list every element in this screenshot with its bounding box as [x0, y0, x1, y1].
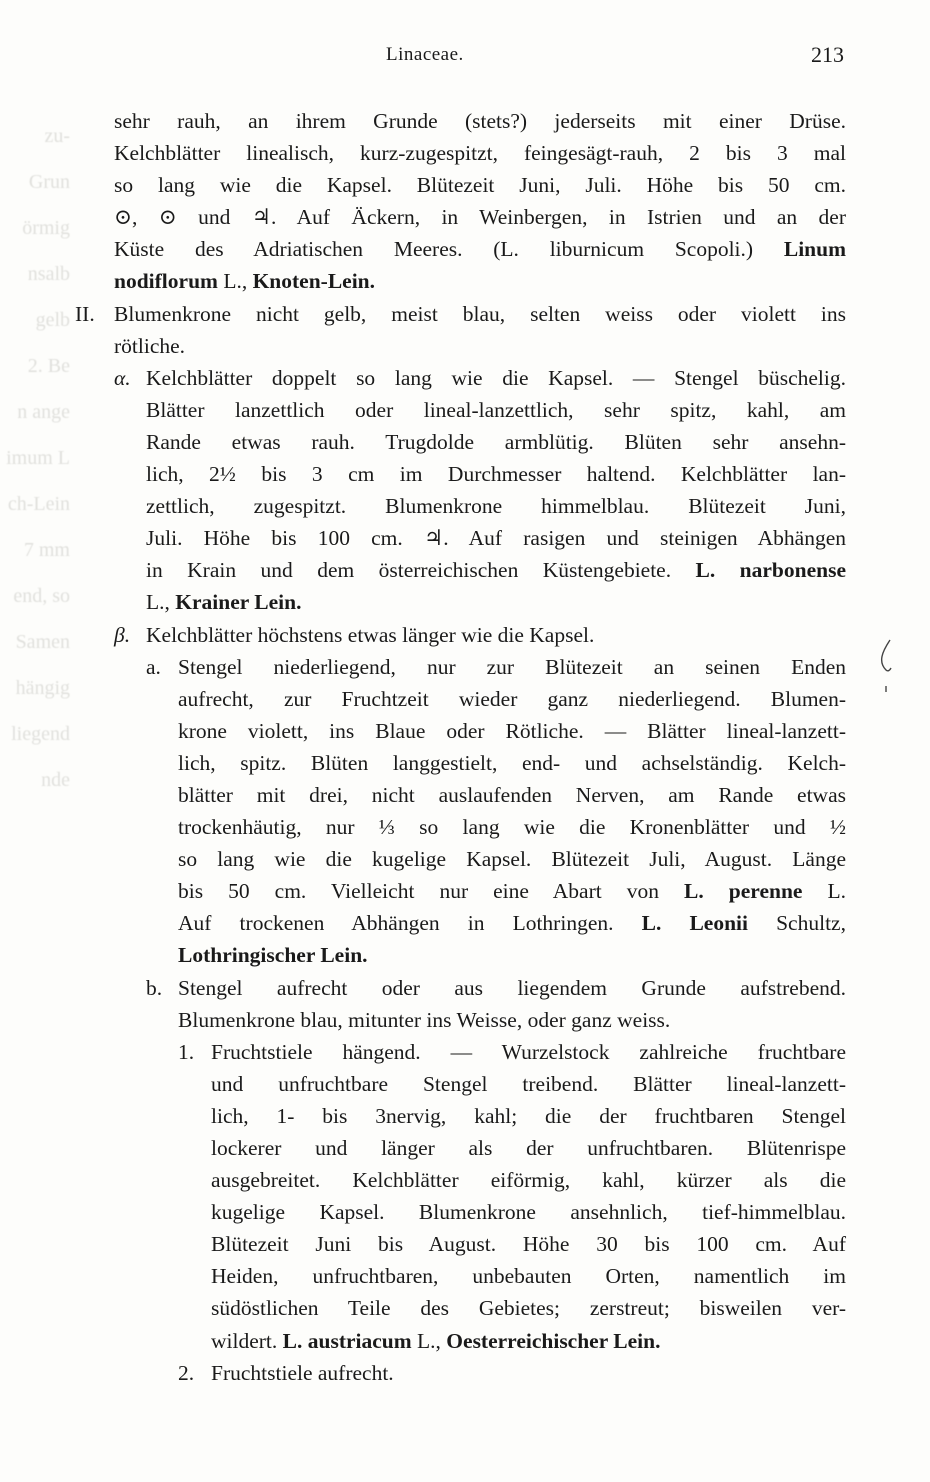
margin-pencil-mark: [872, 632, 902, 702]
text-segment: ausgebreitet. Kelchblätter eiförmig, kahl, kürzer als die: [211, 1168, 846, 1193]
text-segment: Küste des Adriatischen Meeres. (L. liburnicum Scopoli.): [114, 237, 784, 262]
line-content: [211, 1292, 846, 1324]
line-content: [178, 907, 846, 939]
text-segment: Schultz,: [747, 911, 846, 936]
line-content: [211, 1100, 846, 1132]
line-content: [211, 1036, 846, 1068]
text-line-l01: [70, 105, 850, 137]
text-segment: Blumenkrone blau, mitunter ins Weisse, oder ganz weiss.: [178, 1007, 671, 1032]
line-content: [146, 522, 846, 554]
text-line-l15: [70, 554, 850, 586]
text-line-l34: [70, 1164, 850, 1196]
text-line-l20: [70, 715, 850, 747]
line-content: [211, 1357, 846, 1389]
bleed-line: Grun: [28, 171, 70, 193]
line-content: [146, 426, 846, 458]
text-segment: lich, 2½ bis 3 cm im Durchmesser haltend. Kelchblätter lan-: [146, 462, 846, 487]
text-segment: L.,: [217, 269, 253, 294]
text-segment: Kelchblätter linealisch, kurz-zugespitzt, feingesägt-rauh, 2 bis 3 mal: [114, 141, 846, 166]
text-segment: in Krain und dem österreichischen Küstengebiete.: [146, 558, 696, 583]
line-content: [114, 137, 846, 169]
text-segment: Fruchtstiele hängend. — Wurzelstock zahlreiche fruchtbare: [211, 1039, 846, 1064]
text-segment: zettlich, zugespitzt. Blumenkrone himmelblau. Blütezeit Juni,: [146, 494, 846, 519]
text-line-l10: [70, 394, 850, 426]
text-segment: bis 50 cm. Vielleicht nur eine Abart von: [178, 879, 685, 904]
bleed-line: nde: [41, 769, 70, 791]
line-content: [114, 169, 846, 201]
text-segment: rötliche.: [114, 333, 186, 358]
line-content: [146, 586, 846, 618]
bold-segment: Knoten-Lein.: [252, 269, 376, 294]
text-segment: lockerer und länger als der unfruchtbaren. Blütenrispe: [211, 1136, 846, 1160]
text-segment: blätter mit drei, nicht auslaufenden Nerven, am Rande etwas: [178, 782, 846, 807]
line-content: [114, 265, 846, 297]
text-line-l14: [70, 522, 850, 554]
text-line-l05: [70, 233, 850, 265]
bleed-line: n ange: [17, 401, 70, 423]
line-content: [178, 875, 846, 907]
line-content: [178, 651, 846, 683]
text-line-l07: [70, 298, 850, 330]
bleed-line: nsalb: [27, 263, 70, 285]
text-segment: so lang wie die Kapsel. Blütezeit Juni, Juli. Höhe bis 50 cm.: [114, 173, 846, 198]
text-segment: ⊙, ⊙ und ♃. Auf Äckern, in Weinbergen, in Istrien und an der: [114, 205, 846, 230]
list-marker: a.: [146, 654, 161, 679]
line-content: [178, 715, 846, 747]
text-line-l02: [70, 137, 850, 169]
text-segment: und unfruchtbare Stengel treibend. Blätter lineal-lanzett-: [211, 1071, 846, 1096]
bold-segment: L. austriacum: [282, 1328, 412, 1353]
running-title: Linaceae.: [386, 44, 464, 65]
text-segment: Blumenkrone nicht gelb, meist blau, selten weiss oder violett ins: [114, 301, 846, 326]
line-content: [211, 1164, 846, 1196]
bleed-line: imum L: [6, 447, 70, 469]
bold-segment: L. narbonense: [695, 558, 846, 583]
line-content: [146, 619, 846, 651]
line-content: [211, 1196, 846, 1228]
bold-segment: nodiflorum: [114, 269, 218, 294]
list-marker: 1.: [178, 1039, 195, 1064]
bleed-line: 7 mm: [23, 539, 70, 561]
text-line-l03: [70, 169, 850, 201]
bold-segment: L. Leonii: [641, 911, 748, 936]
line-content: [178, 843, 846, 875]
text-line-l35: [70, 1196, 850, 1228]
text-line-l29: [70, 1004, 850, 1036]
text-line-l13: [70, 490, 850, 522]
text-line-l24: [70, 843, 850, 875]
text-segment: L.,: [411, 1328, 447, 1353]
bold-segment: L. perenne: [684, 879, 803, 904]
bold-segment: Oesterreichischer Lein.: [446, 1328, 661, 1353]
text-segment: so lang wie die kugelige Kapsel. Blütezeit Juli, August. Länge: [178, 847, 846, 872]
text-segment: Blätter lanzettlich oder lineal-lanzettlich, sehr spitz, kahl, am: [146, 397, 846, 422]
text-segment: Heiden, unfruchtbaren, unbebauten Orten, namentlich im: [211, 1264, 846, 1289]
text-segment: lich, spitz. Blüten langgestielt, end- und achselständig. Kelch-: [178, 750, 846, 775]
text-line-l27: [70, 939, 850, 971]
text-line-l19: [70, 683, 850, 715]
text-line-l36: [70, 1228, 850, 1260]
text-segment: wildert.: [211, 1328, 283, 1353]
text-line-l17: [70, 619, 850, 651]
text-line-l39: [70, 1325, 850, 1357]
bleed-through-text: [0, 120, 70, 820]
line-content: [146, 458, 846, 490]
text-segment: Fruchtstiele aufrecht.: [211, 1360, 394, 1385]
line-content: [114, 298, 846, 330]
text-line-l18: [70, 651, 850, 683]
text-line-l28: [70, 972, 850, 1004]
line-content: [114, 330, 846, 362]
list-marker: β.: [114, 622, 131, 647]
text-line-l31: [70, 1068, 850, 1100]
page-number: 213: [811, 42, 844, 67]
text-segment: südöstlichen Teile des Gebietes; zerstreut; bisweilen ver-: [211, 1296, 846, 1321]
bleed-line: liegend: [11, 723, 70, 745]
text-segment: L.: [802, 879, 846, 904]
text-segment: Stengel aufrecht oder aus liegendem Grunde aufstrebend.: [178, 975, 846, 1000]
bleed-line: zu-: [44, 125, 70, 147]
text-line-l30: [70, 1036, 850, 1068]
bleed-line: end, so: [13, 585, 70, 607]
bleed-line: Samen: [15, 631, 70, 653]
bold-segment: Linum: [783, 237, 846, 262]
text-segment: sehr rauh, an ihrem Grunde (stets?) jederseits mit einer Drüse.: [114, 109, 846, 133]
bold-segment: Lothringischer Lein.: [178, 943, 368, 968]
line-content: [211, 1260, 846, 1292]
text-line-l37: [70, 1260, 850, 1292]
text-segment: Juli. Höhe bis 100 cm. ♃. Auf rasigen und steinigen Abhängen: [146, 526, 846, 551]
line-content: [178, 1004, 846, 1036]
text-line-l33: [70, 1132, 850, 1164]
text-segment: lich, 1- bis 3nervig, kahl; die der fruchtbaren Stengel: [211, 1103, 846, 1128]
text-line-l06: [70, 265, 850, 297]
text-segment: Kelchblätter höchstens etwas länger wie die Kapsel.: [146, 622, 595, 647]
bleed-line: ch-Lein: [7, 493, 70, 515]
line-content: [146, 490, 846, 522]
text-segment: krone violett, ins Blaue oder Rötliche. — Blätter lineal-lanzett-: [178, 718, 846, 743]
line-content: [178, 939, 846, 971]
text-line-l23: [70, 811, 850, 843]
text-segment: Auf trockenen Abhängen in Lothringen.: [178, 911, 642, 936]
text-line-l40: [70, 1357, 850, 1389]
text-line-l08: [70, 330, 850, 362]
text-line-l25: [70, 875, 850, 907]
line-content: [178, 747, 846, 779]
text-line-l32: [70, 1100, 850, 1132]
line-content: [211, 1325, 846, 1357]
line-content: [211, 1132, 846, 1164]
text-line-l12: [70, 458, 850, 490]
text-segment: aufrecht, zur Fruchtzeit wieder ganz niederliegend. Blumen-: [178, 686, 846, 711]
text-body: [70, 105, 850, 1389]
text-line-l26: [70, 907, 850, 939]
bleed-line: örmig: [22, 217, 70, 239]
text-line-l04: [70, 201, 850, 233]
line-content: [211, 1228, 846, 1260]
list-marker: b.: [146, 975, 163, 1000]
line-content: [146, 394, 846, 426]
text-line-l22: [70, 779, 850, 811]
text-line-l21: [70, 747, 850, 779]
list-marker: II.: [75, 301, 95, 326]
line-content: [114, 233, 846, 265]
list-marker: α.: [114, 365, 131, 390]
text-segment: L.,: [146, 590, 176, 615]
line-content: [146, 362, 846, 394]
bleed-line: 2. Be: [27, 355, 70, 377]
text-segment: Blütezeit Juni bis August. Höhe 30 bis 100 cm. Auf: [211, 1232, 846, 1257]
line-content: [178, 779, 846, 811]
text-line-l16: [70, 586, 850, 618]
text-line-l09: [70, 362, 850, 394]
list-marker: 2.: [178, 1360, 195, 1385]
text-line-l11: [70, 426, 850, 458]
line-content: [114, 105, 846, 137]
bleed-line: gelb: [35, 309, 70, 331]
text-segment: kugelige Kapsel. Blumenkrone ansehnlich, tief-himmelblau.: [211, 1200, 846, 1225]
line-content: [114, 201, 846, 233]
line-content: [178, 972, 846, 1004]
line-content: [211, 1068, 846, 1100]
page-header: [0, 44, 930, 74]
text-segment: Rande etwas rauh. Trugdolde armblütig. Blüten sehr ansehn-: [146, 429, 846, 454]
line-content: [178, 811, 846, 843]
line-content: [146, 554, 846, 586]
line-content: [178, 683, 846, 715]
text-segment: Kelchblätter doppelt so lang wie die Kapsel. — Stengel büschelig.: [146, 365, 846, 390]
text-segment: trockenhäutig, nur ⅓ so lang wie die Kronenblätter und ½: [178, 815, 846, 840]
text-segment: Stengel niederliegend, nur zur Blütezeit an seinen Enden: [178, 654, 846, 679]
text-line-l38: [70, 1292, 850, 1324]
bleed-line: hängig: [15, 677, 70, 699]
bold-segment: Krainer Lein.: [175, 590, 302, 615]
